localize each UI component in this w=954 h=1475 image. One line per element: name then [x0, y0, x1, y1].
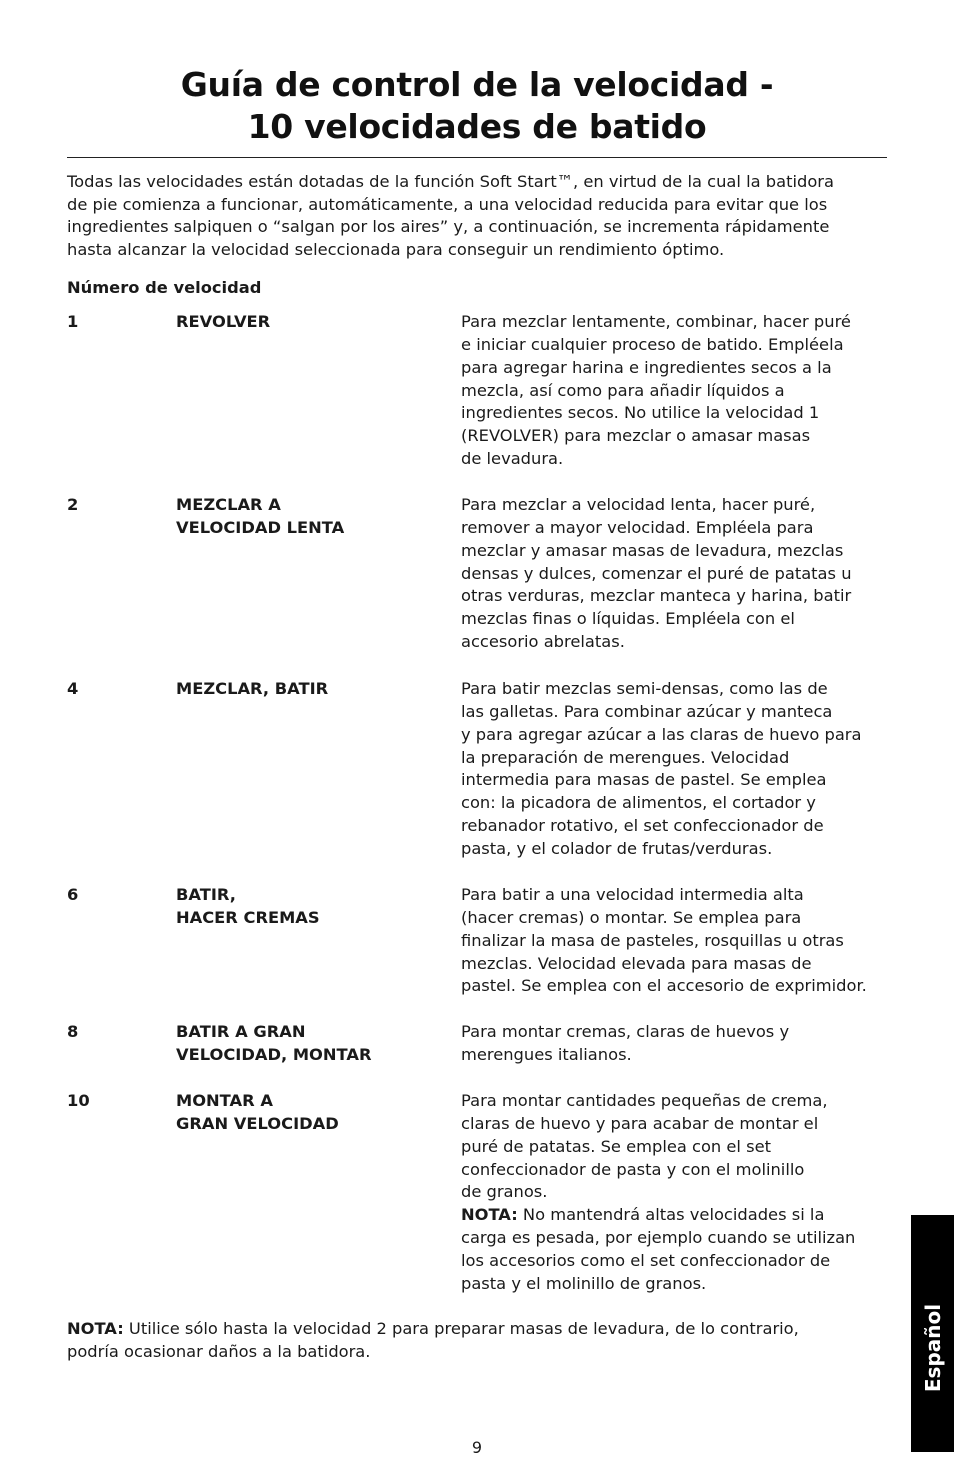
speed-note-label: NOTA:	[461, 1205, 518, 1225]
speed-description-line: confeccionador de pasta y con el molinillo	[461, 1159, 805, 1179]
speed-description-line: la preparación de merengues. Velocidad	[461, 747, 790, 767]
intro-line: ingredientes salpiquen o “salgan por los aires” y, a continuación, se incrementa rápidamente	[67, 217, 830, 237]
speed-description-line: finalizar la masa de pasteles, rosquillas u otras	[461, 930, 844, 950]
intro-line: Todas las velocidades están dotadas de la función Soft Start™, en virtud de la cual la batidora	[67, 172, 834, 191]
speed-name	[176, 1090, 446, 1136]
speed-description-line: Para mezclar a velocidad lenta, hacer puré,	[461, 495, 816, 514]
speed-description-line: Para batir a una velocidad intermedia alta	[461, 885, 804, 904]
speed-description-line: densas y dulces, comenzar el puré de patatas u	[461, 563, 852, 583]
speed-description-line: ingredientes secos. No utilice la velocidad 1	[461, 403, 820, 423]
speed-description	[461, 311, 901, 471]
title-divider	[67, 157, 887, 158]
speed-description	[461, 884, 901, 998]
speed-number: 8	[67, 1022, 79, 1041]
speed-description	[461, 494, 901, 654]
speed-description-line: pasta, y el colador de frutas/verduras.	[461, 838, 773, 858]
speed-description-line: de levadura.	[461, 449, 564, 469]
speed-note-line: los accesorios como el set confeccionador de	[461, 1250, 831, 1270]
footer-note-text: Utilice sólo hasta la velocidad 2 para preparar masas de levadura, de lo contrario,	[123, 1319, 799, 1338]
title-line-2: 10 velocidades de batido	[247, 107, 707, 146]
speed-name-line: BATIR,	[176, 885, 236, 904]
speed-name	[176, 1021, 446, 1067]
speed-name-line: BATIR A GRAN	[176, 1022, 306, 1041]
speed-name	[176, 311, 446, 334]
speed-note-line: pasta y el molinillo de granos.	[461, 1273, 707, 1293]
intro-line: de pie comienza a funcionar, automáticamente, a una velocidad reducida para evitar que los	[67, 194, 828, 214]
speed-name-line: VELOCIDAD LENTA	[176, 517, 345, 537]
speed-name-line: VELOCIDAD, MONTAR	[176, 1044, 372, 1064]
speed-description-line: puré de patatas. Se emplea con el set	[461, 1136, 772, 1156]
page-number: 9	[471, 1438, 483, 1457]
speed-description-line: mezclas. Velocidad elevada para masas de	[461, 953, 812, 973]
intro-line: hasta alcanzar la velocidad seleccionada para conseguir un rendimiento óptimo.	[67, 240, 725, 260]
speed-description	[461, 678, 901, 861]
speed-name-line: MEZCLAR A	[176, 495, 281, 514]
speed-description-line: Para batir mezclas semi-densas, como las de	[461, 679, 828, 698]
speed-description-line: mezclar y amasar masas de levadura, mezclas	[461, 540, 844, 560]
speed-note-text: No mantendrá altas velocidades si la	[517, 1205, 825, 1225]
page-title	[67, 64, 887, 148]
speed-number: 2	[67, 495, 79, 514]
speed-description	[461, 1021, 901, 1067]
speed-note-line	[461, 1204, 901, 1227]
speed-description-line: Para mezclar lentamente, combinar, hacer puré	[461, 312, 851, 331]
speed-description-line: Para montar cantidades pequeñas de crema,	[461, 1091, 828, 1110]
footer-note	[67, 1318, 887, 1363]
speed-number: 1	[67, 312, 79, 331]
speed-name-line: MONTAR A	[176, 1091, 273, 1110]
footer-note-line	[67, 1318, 887, 1341]
footer-note-label: NOTA:	[67, 1319, 124, 1338]
speed-name	[176, 494, 446, 540]
speed-description-line: claras de huevo y para acabar de montar el	[461, 1113, 819, 1133]
title-line-1: Guía de control de la velocidad -	[180, 65, 774, 104]
intro-paragraph	[67, 171, 887, 262]
speed-description-line: accesorio abrelatas.	[461, 632, 625, 652]
speed-description-line: con: la picadora de alimentos, el cortador y	[461, 793, 816, 813]
speed-number-header: Número de velocidad	[67, 278, 262, 297]
speed-name	[176, 678, 446, 701]
language-tab-label: Español	[920, 1303, 945, 1392]
speed-description-line: remover a mayor velocidad. Empléela para	[461, 517, 814, 537]
speed-description-line: rebanador rotativo, el set confeccionador de	[461, 816, 824, 836]
speed-description-line: (hacer cremas) o montar. Se emplea para	[461, 907, 802, 927]
speed-name	[176, 884, 446, 930]
speed-description-line: de granos.	[461, 1182, 548, 1202]
speed-description-line: (REVOLVER) para mezclar o amasar masas	[461, 426, 811, 446]
speed-name-line: HACER CREMAS	[176, 907, 320, 927]
speed-description-line: mezclas finas o líquidas. Empléela con el	[461, 609, 795, 629]
speed-description-line: merengues italianos.	[461, 1044, 632, 1064]
speed-description-line: e iniciar cualquier proceso de batido. Empléela	[461, 334, 844, 354]
footer-note-line: podría ocasionar daños a la batidora.	[67, 1341, 371, 1361]
speed-name-line: GRAN VELOCIDAD	[176, 1113, 339, 1133]
language-tab	[911, 1215, 954, 1452]
speed-number: 10	[67, 1091, 90, 1110]
speed-number: 6	[67, 885, 79, 904]
speed-name-line: MEZCLAR, BATIR	[176, 679, 329, 698]
speed-description-line: intermedia para masas de pastel. Se emplea	[461, 770, 827, 790]
speed-name-line: REVOLVER	[176, 312, 271, 331]
speed-description-line: y para agregar azúcar a las claras de huevo para	[461, 724, 862, 744]
speed-description-line: mezcla, así como para añadir líquidos a	[461, 380, 785, 400]
speed-description	[461, 1090, 901, 1296]
speed-description-line: para agregar harina e ingredientes secos a la	[461, 357, 832, 377]
speed-number: 4	[67, 679, 79, 698]
speed-description-line: otras verduras, mezclar manteca y harina, batir	[461, 586, 852, 606]
speed-description-line: Para montar cremas, claras de huevos y	[461, 1022, 790, 1041]
speed-description-line: pastel. Se emplea con el accesorio de exprimidor.	[461, 976, 867, 996]
speed-note-line: carga es pesada, por ejemplo cuando se utilizan	[461, 1228, 856, 1248]
speed-description-line: las galletas. Para combinar azúcar y manteca	[461, 701, 833, 721]
